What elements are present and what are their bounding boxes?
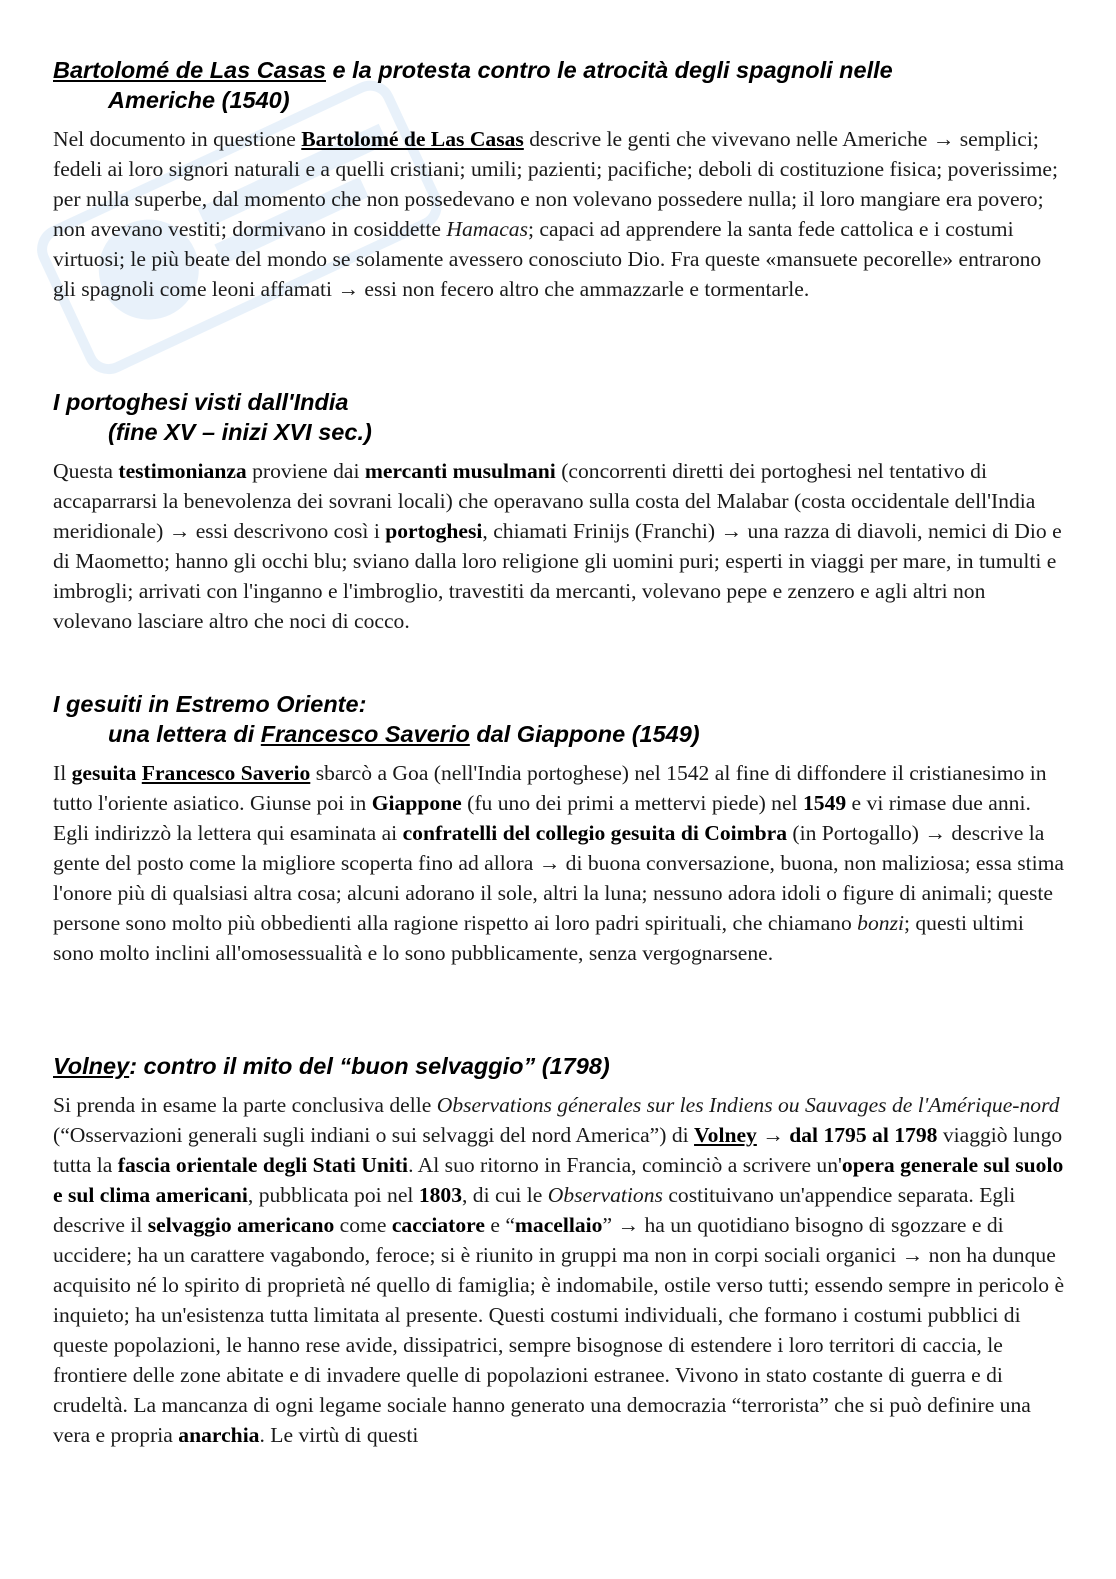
section-heading <box>53 55 1065 115</box>
section-paragraph: Si prenda in esame la parte conclusiva delle Observations génerales sur les Indiens ou Sauvages de l'Amérique-nord (“Osservazioni generali sugli indiani o sui selvaggi del nord America”) di Volney → dal 1795 al 1798 viaggiò lungo tutta la fascia orientale degli Stati Uniti. Al suo ritorno in Francia, cominciò a scrivere un'opera generale sul suolo e sul clima americani, pubblicata poi nel 1803, di cui le Observations costituivano un'appendice separata. Egli descrive il selvaggio americano come cacciatore e “macellaio” → ha un quotidiano bisogno di sgozzare e di uccidere; ha un carattere vagabondo, feroce; si è riunito in gruppi ma non in corpi sociali organici → non ha dunque acquisito né lo spirito di proprietà né quello di famiglia; è indomabile, ostile verso tutti; essendo sempre in pericolo è inquieto; ha un'esistenza tutta limitata al presente. Questi costumi individuali, che formano i costumi pubblici di queste popolazioni, le hanno rese avide, dissipatrici, sempre bisognose di estendere i loro territori di caccia, le frontiere delle zone abitate e di invadere quelle di popolazioni estranee. Vivono in stato costante di guerra e di crudeltà. La mancanza di ogni legame sociale hanno generato una democrazia “terrorista” che si può definire una vera e propria anarchia. Le virtù di questi <box>53 1093 1065 1447</box>
heading-subtitle: (fine XV – inizi XVI sec.) <box>108 419 372 445</box>
section-heading <box>53 689 1065 749</box>
section-heading <box>53 387 1065 447</box>
section-volney <box>53 1051 1065 1450</box>
section-gesuiti <box>53 689 1065 968</box>
section-heading <box>53 1051 1065 1081</box>
bold-term: Bartolomé de Las Casas <box>301 127 524 151</box>
heading-text: : contro il mito del “buon selvaggio” (1798) <box>129 1053 610 1079</box>
italic-term: Hamacas <box>446 217 528 241</box>
heading-text: I portoghesi visti dall'India <box>53 389 349 415</box>
heading-name-link: Volney <box>53 1053 130 1079</box>
section-las-casas <box>53 55 1065 304</box>
section-paragraph: Questa testimonianza proviene dai mercanti musulmani (concorrenti diretti dei portoghesi nel tentativo di accaparrarsi la benevolenza dei sovrani locali) che operavano sulla costa del Malabar (costa occidentale dell'India meridionale) → essi descrivono così i portoghesi, chiamati Frinijs (Franchi) → una razza di diavoli, nemici di Dio e di Maometto; hanno gli occhi blu; sviano dalla loro religione gli uomini puri; esperti in viaggi per mare, in tumulti e imbrogli; arrivati con l'inganno e l'imbroglio, travestiti da mercanti, volevano pepe e zenzero e agli altri non volevano lasciare altro che noci di cocco. <box>53 459 1062 633</box>
heading-subtitle: una lettera di Francesco Saverio dal Giappone (1549) <box>108 721 700 747</box>
heading-text: I gesuiti in Estremo Oriente: <box>53 691 367 717</box>
section-paragraph: Nel documento in questione Bartolomé de Las Casas descrive le genti che vivevano nelle Americhe → semplici; fedeli ai loro signori naturali e a quelli cristiani; umili; pazienti; pacifiche; deboli di costituzione fisica; poverissime; per nulla superbe, dal momento che non possedevano e non volevano possedere nulla; il loro mangiare era povero; non avevano vestiti; dormivano in cosiddette Hamacas; capaci ad apprendere la santa fede cattolica e i costumi virtuosi; le più beate del mondo se solamente avessero conosciuto Dio. Fra queste «mansuete pecorelle» entrarono gli spagnoli come leoni affamati → essi non fecero altro che ammazzarle e tormentarle. <box>53 127 1059 301</box>
section-portoghesi <box>53 387 1065 636</box>
heading-text: e la protesta contro le atrocità degli spagnoli nelle <box>325 57 893 83</box>
heading-subtitle: Americhe (1540) <box>108 87 290 113</box>
heading-name-link: Bartolomé de Las Casas <box>53 57 326 83</box>
section-paragraph: Il gesuita Francesco Saverio sbarcò a Goa (nell'India portoghese) nel 1542 al fine di diffondere il cristianesimo in tutto l'oriente asiatico. Giunse poi in Giappone (fu uno dei primi a mettervi piede) nel 1549 e vi rimase due anni. Egli indirizzò la lettera qui esaminata ai confratelli del collegio gesuita di Coimbra (in Portogallo) → descrive la gente del posto come la migliore scoperta fino ad allora → di buona conversazione, buona, non maliziosa; essa stima l'onore più di qualsiasi altra cosa; alcuni adorano il sole, altri la luna; nessuno adora idoli o figure di animali; queste persone sono molto più obbedienti alla ragione rispetto ai loro padri spirituali, che chiamano bonzi; questi ultimi sono molto inclini all'omosessualità e lo sono pubblicamente, senza vergognarsene. <box>53 761 1065 965</box>
